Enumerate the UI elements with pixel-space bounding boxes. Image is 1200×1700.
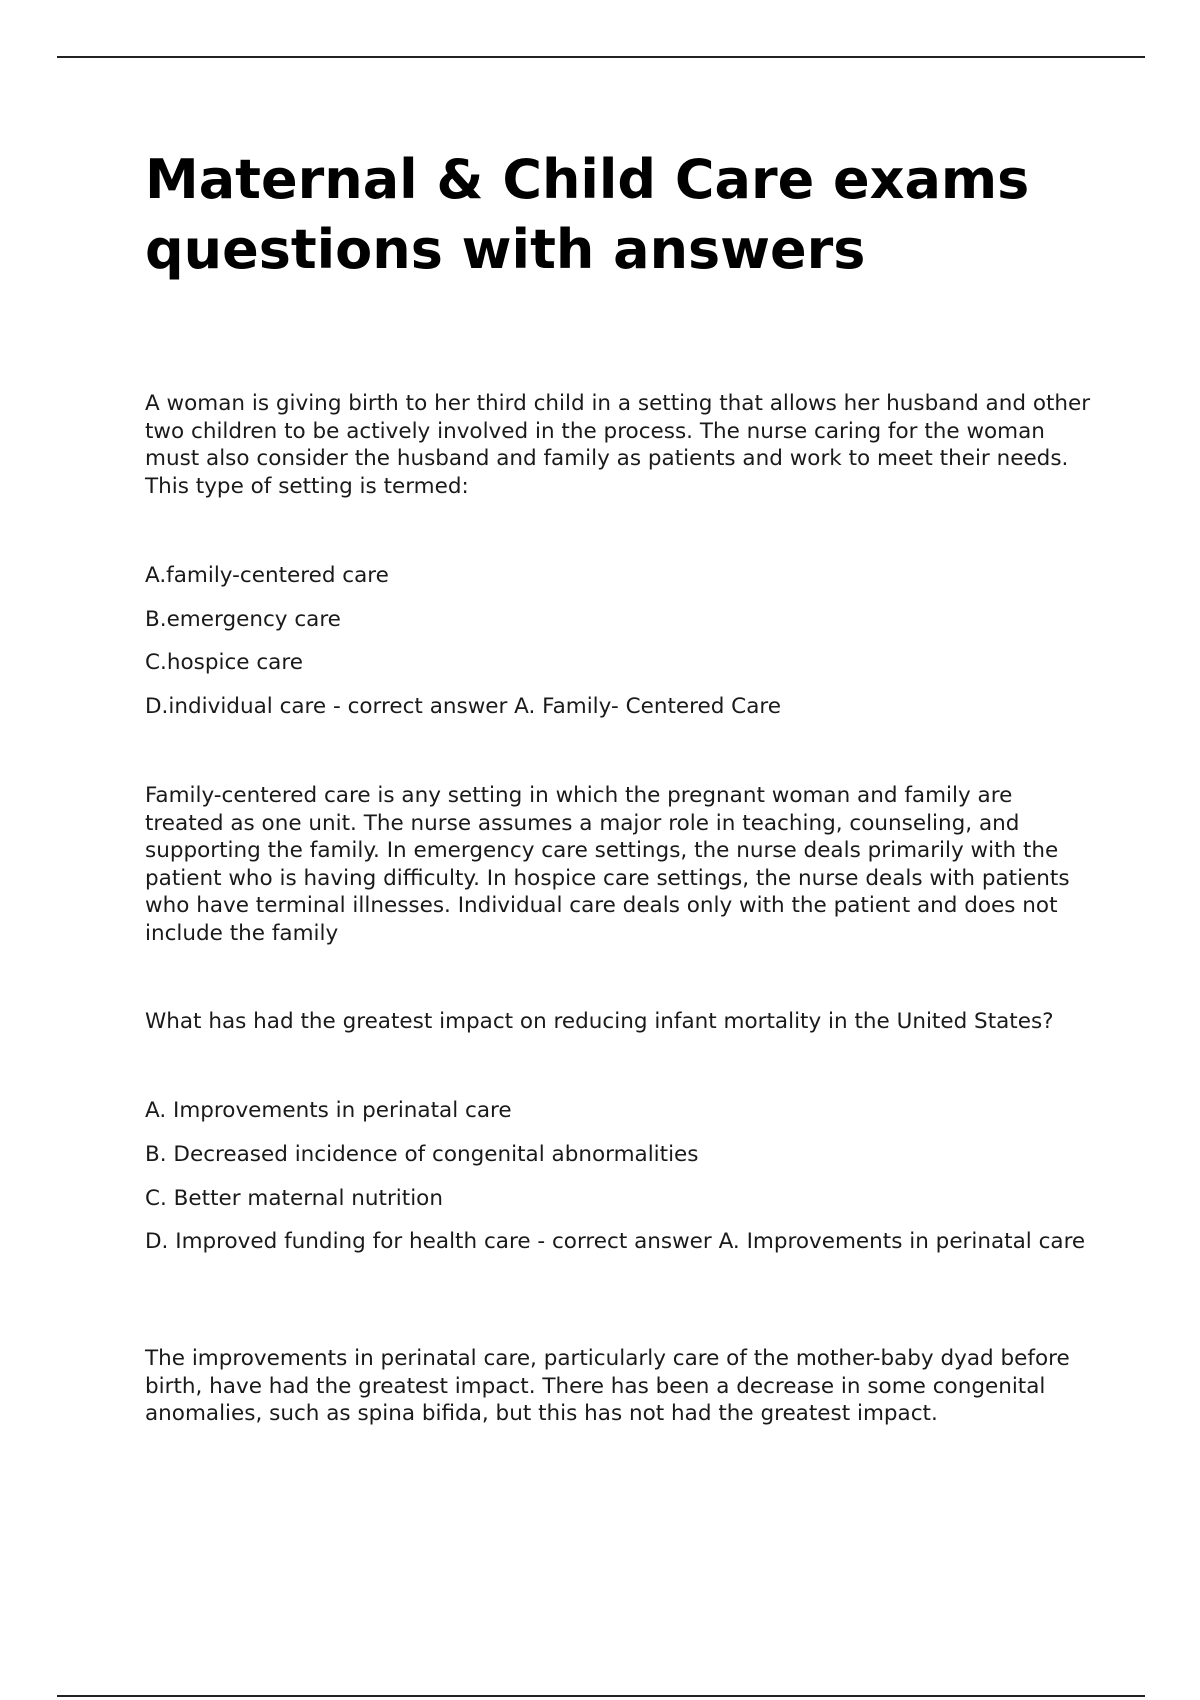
question-2-option-b: B. Decreased incidence of congenital abnormalities	[145, 1142, 699, 1167]
question-1-option-a: A.family-centered care	[145, 563, 389, 588]
question-1-option-d: D.individual care - correct answer A. Family- Centered Care	[145, 694, 781, 719]
question-1-option-c: C.hospice care	[145, 650, 303, 675]
question-2-rationale: The improvements in perinatal care, particularly care of the mother-baby dyad before birth, have had the greatest impact. There has been a decrease in some congenital anomalies, such as spina bifida, but this has not had the greatest impact.	[145, 1346, 1070, 1426]
question-2-stem: What has had the greatest impact on reducing infant mortality in the United States?	[145, 1009, 1054, 1034]
top-divider	[57, 56, 1145, 58]
bottom-divider	[57, 1695, 1145, 1697]
question-1-rationale: Family-centered care is any setting in which the pregnant woman and family are treated as one unit. The nurse assumes a major role in teaching, counseling, and supporting the family. In emergency care settings, the nurse deals primarily with the patient who is having difficulty. In hospice care settings, the nurse deals with patients who have terminal illnesses. Individual care deals only with the patient and does not include the family	[145, 783, 1070, 946]
question-1-option-b: B.emergency care	[145, 607, 341, 632]
question-2-option-a: A. Improvements in perinatal care	[145, 1098, 512, 1123]
question-2-option-c: C. Better maternal nutrition	[145, 1186, 443, 1211]
document-title: Maternal & Child Care exams questions with answers	[145, 148, 1030, 281]
question-2-option-d: D. Improved funding for health care - correct answer A. Improvements in perinatal care	[145, 1229, 1086, 1254]
question-1-stem: A woman is giving birth to her third child in a setting that allows her husband and other two children to be actively involved in the process. The nurse caring for the woman must also consider the husband and family as patients and work to meet their needs. This type of setting is termed:	[145, 391, 1091, 499]
